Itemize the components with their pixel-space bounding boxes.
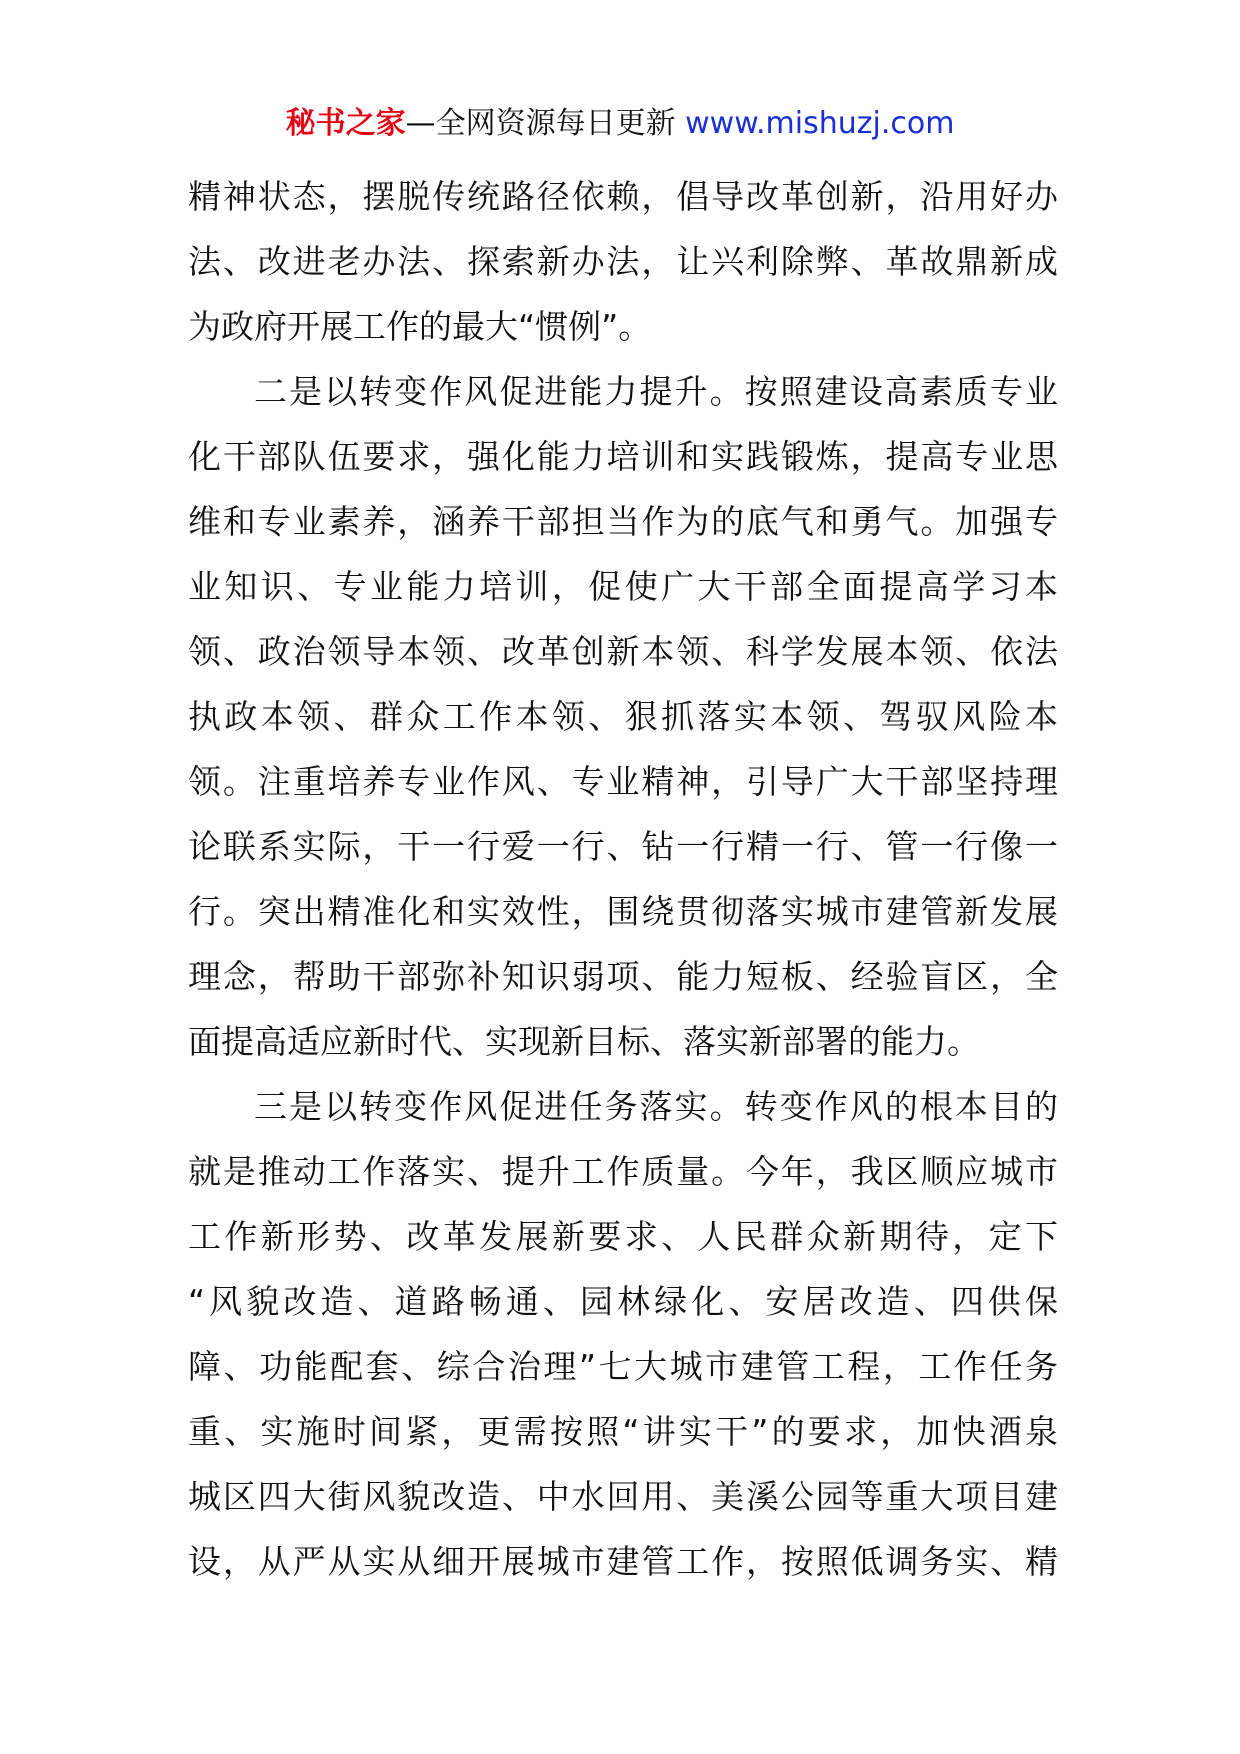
text-line: “风貌改造、道路畅通、园林绿化、安居改造、四供保 xyxy=(188,1282,1058,1321)
text-line: 城区四大街风貌改造、中水回用、美溪公园等重大项目建 xyxy=(188,1477,1058,1516)
text-line: 设，从严从实从细开展城市建管工作，按照低调务实、精 xyxy=(188,1542,1058,1581)
text-line: 工作新形势、改革发展新要求、人民群众新期待，定下 xyxy=(188,1217,1058,1256)
text-line: 行。突出精准化和实效性，围绕贯彻落实城市建管新发展 xyxy=(188,892,1058,931)
page-header xyxy=(0,102,1240,146)
text-line: 维和专业素养，涵养干部担当作为的底气和勇气。加强专 xyxy=(188,502,1058,541)
text-line: 就是推动工作落实、提升工作质量。今年，我区顺应城市 xyxy=(188,1152,1058,1191)
text-line: 化干部队伍要求，强化能力培训和实践锻炼，提高专业思 xyxy=(188,437,1058,476)
text-line: 领。注重培养专业作风、专业精神，引导广大干部坚持理 xyxy=(188,762,1058,801)
document-body xyxy=(188,164,1058,1594)
text-line: 重、实施时间紧，更需按照“讲实干”的要求，加快酒泉 xyxy=(188,1412,1058,1451)
text-line: 业知识、专业能力培训，促使广大干部全面提高学习本 xyxy=(188,567,1058,606)
header-url[interactable]: www.mishuzj.com xyxy=(685,106,955,141)
text-line: 三是以转变作风促进任务落实。转变作风的根本目的 xyxy=(254,1087,1058,1126)
text-line: 领、政治领导本领、改革创新本领、科学发展本领、依法 xyxy=(188,632,1058,671)
text-line: 执政本领、群众工作本领、狠抓落实本领、驾驭风险本 xyxy=(188,697,1058,736)
text-line: 理念，帮助干部弥补知识弱项、能力短板、经验盲区，全 xyxy=(188,957,1058,996)
text-line: 二是以转变作风促进能力提升。按照建设高素质专业 xyxy=(254,372,1058,411)
brand-name: 秘书之家 xyxy=(285,106,406,141)
header-slogan: —全网资源每日更新 xyxy=(405,106,676,141)
text-line: 面提高适应新时代、实现新目标、落实新部署的能力。 xyxy=(188,1022,980,1061)
text-line: 法、改进老办法、探索新办法，让兴利除弊、革故鼎新成 xyxy=(188,242,1058,281)
text-line: 精神状态，摆脱传统路径依赖，倡导改革创新，沿用好办 xyxy=(188,177,1058,216)
paragraph-2 xyxy=(188,359,1058,1074)
text-line: 障、功能配套、综合治理”七大城市建管工程，工作任务 xyxy=(188,1347,1058,1386)
paragraph-3 xyxy=(188,1074,1058,1594)
text-line: 为政府开展工作的最大“惯例”。 xyxy=(188,307,652,346)
paragraph-1 xyxy=(188,164,1058,359)
text-line: 论联系实际，干一行爱一行、钻一行精一行、管一行像一 xyxy=(188,827,1058,866)
